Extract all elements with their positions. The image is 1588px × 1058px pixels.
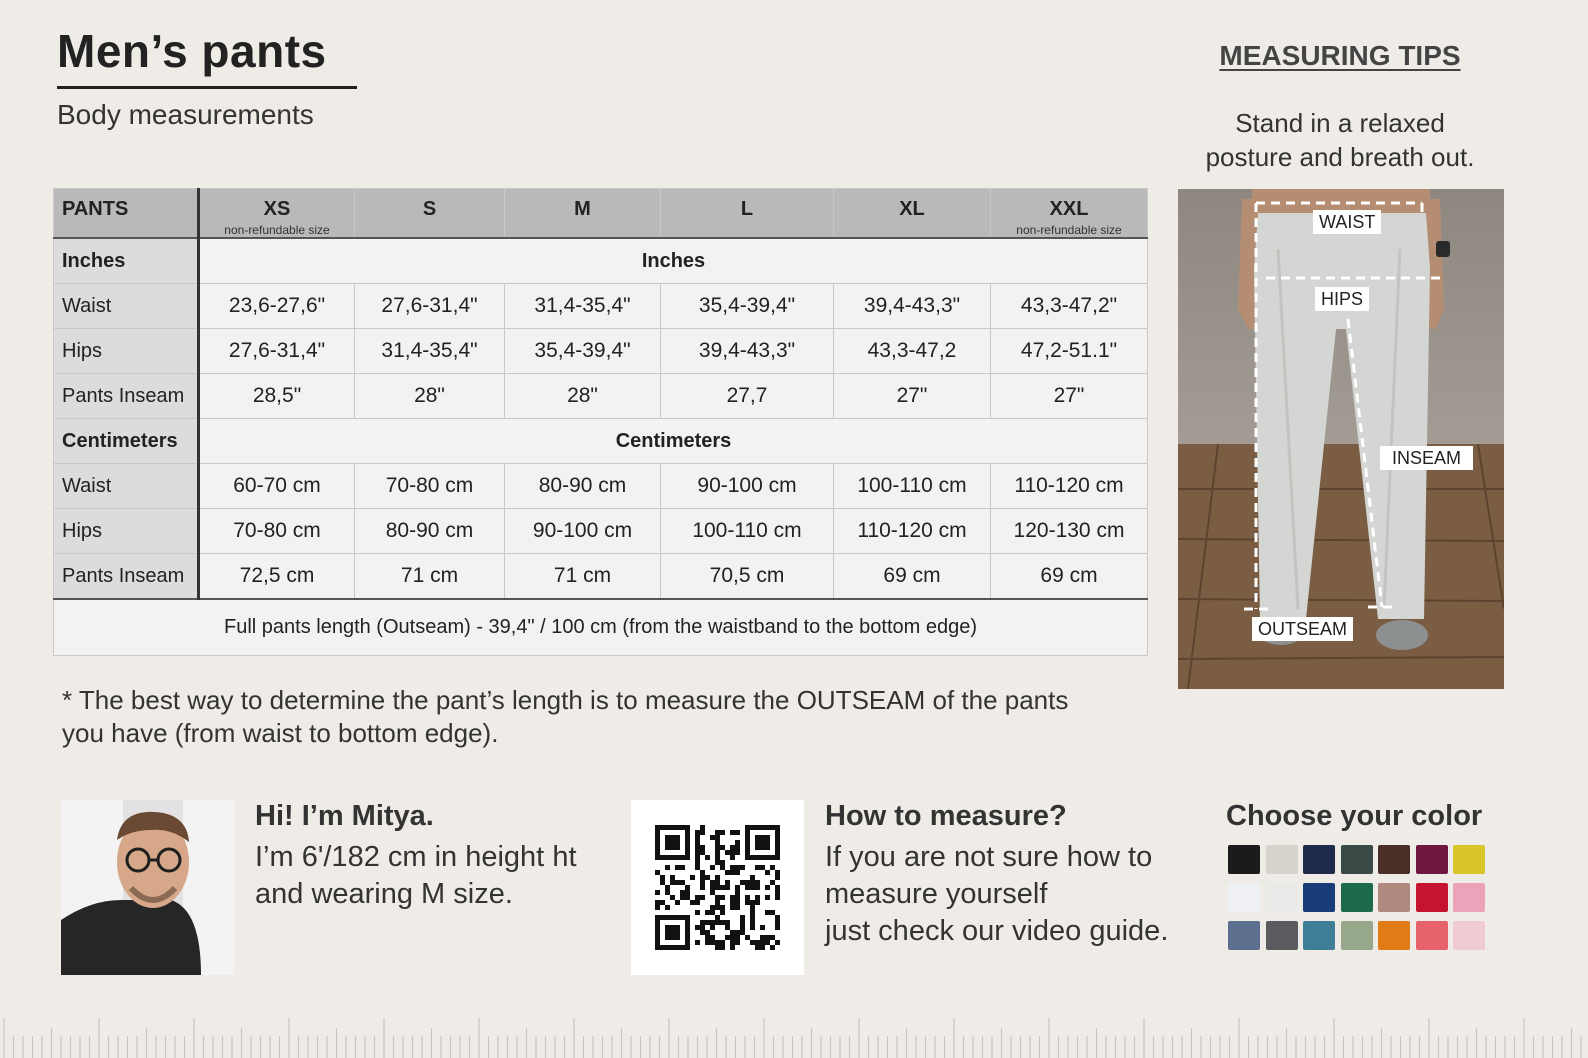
table-row [54, 329, 1148, 374]
model-description [255, 839, 615, 913]
table-row [54, 554, 1148, 600]
table-cell: 70,5 cm [661, 554, 834, 600]
color-swatch[interactable] [1416, 883, 1448, 912]
table-cell: 43,3-47,2" [991, 284, 1148, 329]
color-swatch[interactable] [1266, 883, 1298, 912]
outseam-tip-line-1: * The best way to determine the pant’s length is to measure the OUTSEAM of the pants [62, 685, 1069, 715]
size-label: XXL [1049, 198, 1089, 220]
table-cell: 31,4-35,4" [355, 329, 505, 374]
color-swatch[interactable] [1341, 883, 1373, 912]
color-swatch[interactable] [1453, 845, 1485, 874]
measuring-tips-title: MEASURING TIPS [1219, 40, 1461, 71]
how-to-measure-text [825, 839, 1205, 950]
measuring-tips-heading [1190, 40, 1490, 72]
size-label: L [740, 198, 754, 220]
table-cell: 110-120 cm [834, 509, 991, 554]
page-subtitle: Body measurements [57, 99, 314, 130]
section-row-centimeters [54, 419, 1148, 464]
hips-label: HIPS [1315, 287, 1369, 311]
table-header-row [54, 189, 1148, 239]
model-height-trailing-text: ht [552, 841, 577, 873]
table-cell: 60-70 cm [199, 464, 355, 509]
size-note: non-refundable size [224, 223, 330, 237]
color-swatch[interactable] [1453, 921, 1485, 950]
table-cell: 72,5 cm [199, 554, 355, 600]
page-title: Men’s pants [57, 25, 327, 77]
color-swatch[interactable] [1416, 845, 1448, 874]
table-footer-row [54, 599, 1148, 656]
table-cell: 120-130 cm [991, 509, 1148, 554]
color-swatch[interactable] [1341, 845, 1373, 874]
section-row-inches [54, 238, 1148, 284]
color-swatch[interactable] [1266, 921, 1298, 950]
size-label: XS [263, 198, 291, 220]
table-corner-label: PANTS [54, 189, 199, 239]
size-header-xs [199, 189, 355, 239]
table-cell: 27" [991, 374, 1148, 419]
table-cell: 71 cm [355, 554, 505, 600]
size-header-m [505, 189, 661, 239]
table-cell: 100-110 cm [661, 509, 834, 554]
size-header-xxl [991, 189, 1148, 239]
model-height-text: I’m 6'/182 cm in height [255, 841, 545, 873]
model-portrait-illustration [61, 800, 234, 975]
table-cell: 70-80 cm [355, 464, 505, 509]
row-label: Waist [54, 284, 199, 329]
table-cell: 35,4-39,4" [505, 329, 661, 374]
table-row [54, 509, 1148, 554]
table-cell: 100-110 cm [834, 464, 991, 509]
size-header-l [661, 189, 834, 239]
video-guide-qr-code[interactable] [631, 800, 804, 975]
howto-line-3: just check our video guide. [825, 915, 1169, 947]
table-cell: 43,3-47,2 [834, 329, 991, 374]
color-swatch[interactable] [1266, 845, 1298, 874]
table-cell: 90-100 cm [505, 509, 661, 554]
table-cell: 28,5" [199, 374, 355, 419]
table-cell: 27,7 [661, 374, 834, 419]
row-label: Inches [54, 238, 199, 284]
color-swatch[interactable] [1303, 845, 1335, 874]
color-swatch[interactable] [1228, 845, 1260, 874]
outseam-tip-text [62, 684, 1152, 750]
size-label: M [574, 198, 591, 220]
model-greeting: Hi! I’m Mitya. [255, 800, 434, 832]
table-cell: 80-90 cm [505, 464, 661, 509]
model-size-line: and wearing M size. [255, 878, 513, 910]
table-cell: 27,6-31,4" [199, 329, 355, 374]
table-row [54, 374, 1148, 419]
table-cell: 70-80 cm [199, 509, 355, 554]
row-label: Pants Inseam [54, 374, 199, 419]
size-header-s [355, 189, 505, 239]
color-swatch[interactable] [1378, 845, 1410, 874]
table-cell: 39,4-43,3" [834, 284, 991, 329]
table-cell: 69 cm [834, 554, 991, 600]
color-swatch[interactable] [1228, 921, 1260, 950]
table-cell: 110-120 cm [991, 464, 1148, 509]
table-cell: 27,6-31,4" [355, 284, 505, 329]
ruler-decoration [0, 995, 1588, 1058]
size-header-xl [834, 189, 991, 239]
size-chart-table [53, 188, 1148, 656]
title-underline [57, 86, 357, 89]
table-cell: 28" [505, 374, 661, 419]
howto-line-2: measure yourself [825, 878, 1048, 910]
model-illustration [1178, 189, 1504, 689]
table-cell: 31,4-35,4" [505, 284, 661, 329]
table-cell: 80-90 cm [355, 509, 505, 554]
table-cell: 47,2-51.1" [991, 329, 1148, 374]
size-label: S [422, 198, 437, 220]
section-title: Inches [199, 238, 1148, 284]
row-label: Centimeters [54, 419, 199, 464]
choose-color-title: Choose your color [1226, 800, 1483, 832]
waist-label: WAIST [1313, 210, 1381, 234]
color-swatch[interactable] [1453, 883, 1485, 912]
outseam-label: OUTSEAM [1252, 617, 1353, 641]
qr-code-icon [631, 800, 804, 975]
tips-line-1: Stand in a relaxed [1235, 108, 1445, 138]
table-row [54, 464, 1148, 509]
color-swatch[interactable] [1303, 921, 1335, 950]
table-cell: 69 cm [991, 554, 1148, 600]
color-swatch[interactable] [1341, 921, 1373, 950]
color-swatch[interactable] [1378, 921, 1410, 950]
how-to-measure-title: How to measure? [825, 800, 1067, 832]
outseam-length-note: Full pants length (Outseam) - 39,4" / 100 cm (from the waistband to the bottom edge) [54, 599, 1148, 656]
section-title: Centimeters [199, 419, 1148, 464]
row-label: Pants Inseam [54, 554, 199, 600]
row-label: Hips [54, 329, 199, 374]
table-cell: 39,4-43,3" [661, 329, 834, 374]
color-swatch[interactable] [1228, 883, 1260, 912]
color-swatch[interactable] [1416, 921, 1448, 950]
model-height-line [255, 839, 615, 876]
model-measurement-photo [1178, 189, 1504, 689]
howto-line-1: If you are not sure how to [825, 841, 1153, 873]
model-portrait [61, 800, 234, 975]
table-cell: 27" [834, 374, 991, 419]
size-label: XL [899, 198, 925, 220]
size-note: non-refundable size [1016, 223, 1122, 237]
inseam-label: INSEAM [1380, 446, 1473, 470]
measuring-tips-text [1180, 106, 1500, 174]
table-cell: 35,4-39,4" [661, 284, 834, 329]
row-label: Waist [54, 464, 199, 509]
color-swatch[interactable] [1303, 883, 1335, 912]
tips-line-2: posture and breath out. [1205, 142, 1475, 172]
table-row [54, 284, 1148, 329]
table-cell: 71 cm [505, 554, 661, 600]
color-swatch[interactable] [1378, 883, 1410, 912]
table-cell: 90-100 cm [661, 464, 834, 509]
table-cell: 23,6-27,6" [199, 284, 355, 329]
row-label: Hips [54, 509, 199, 554]
outseam-tip-line-2: you have (from waist to bottom edge). [62, 718, 499, 748]
table-cell: 28" [355, 374, 505, 419]
